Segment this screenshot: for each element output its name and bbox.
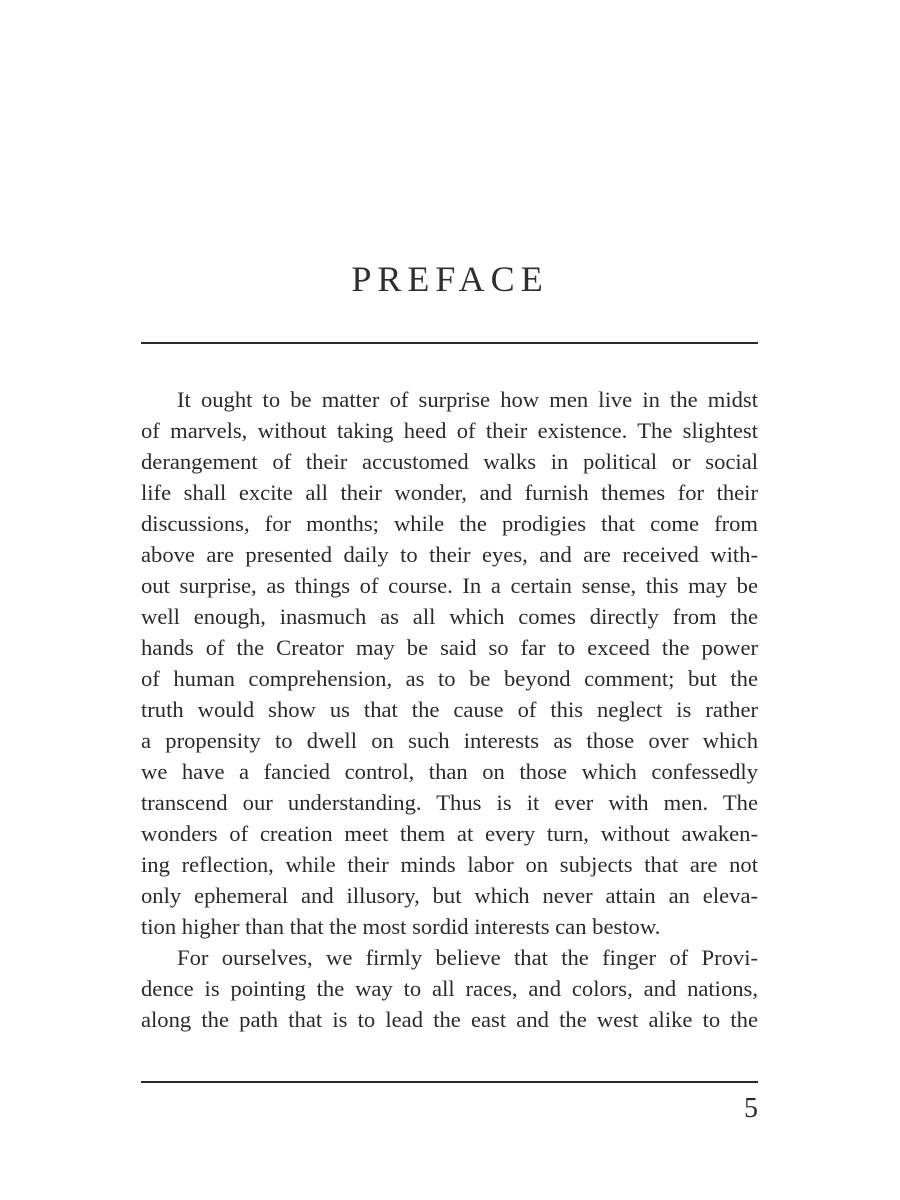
top-divider	[141, 342, 758, 344]
text-line: out surprise, as things of course. In a certain sense, this may be	[141, 573, 758, 598]
text-line: transcend our understanding. Thus is it ever with men. The	[141, 790, 758, 815]
page-title: PREFACE	[351, 259, 549, 299]
text-line: wonders of creation meet them at every turn, without awaken-	[141, 821, 758, 846]
text-line: we have a fancied control, than on those which confessedly	[141, 759, 758, 784]
text-line: hands of the Creator may be said so far to exceed the power	[141, 635, 758, 660]
text-line: along the path that is to lead the east and the west alike to the	[141, 1007, 758, 1032]
text-line: discussions, for months; while the prodigies that come from	[141, 511, 758, 536]
text-line: For ourselves, we firmly believe that the finger of Provi-	[177, 945, 758, 970]
text-line: only ephemeral and illusory, but which never attain an eleva-	[141, 883, 758, 908]
text-line: It ought to be matter of surprise how men live in the midst	[177, 387, 758, 412]
text-line: a propensity to dwell on such interests as those over which	[141, 728, 758, 753]
text-line: dence is pointing the way to all races, and colors, and nations,	[141, 976, 758, 1001]
bottom-divider	[141, 1081, 758, 1083]
text-line: of human comprehension, as to be beyond comment; but the	[141, 666, 758, 691]
text-line: of marvels, without taking heed of their existence. The slightest	[141, 418, 758, 443]
text-line: ing reflection, while their minds labor on subjects that are not	[141, 852, 758, 877]
page-number: 5	[744, 1093, 758, 1124]
text-line: tion higher than that the most sordid interests can bestow.	[141, 914, 661, 939]
preface-body	[141, 384, 758, 1035]
text-line: well enough, inasmuch as all which comes directly from the	[141, 604, 758, 629]
text-line: life shall excite all their wonder, and furnish themes for their	[141, 480, 758, 505]
text-line: derangement of their accustomed walks in political or social	[141, 449, 758, 474]
text-line: truth would show us that the cause of this neglect is rather	[141, 697, 758, 722]
text-line: above are presented daily to their eyes, and are received with-	[141, 542, 758, 567]
